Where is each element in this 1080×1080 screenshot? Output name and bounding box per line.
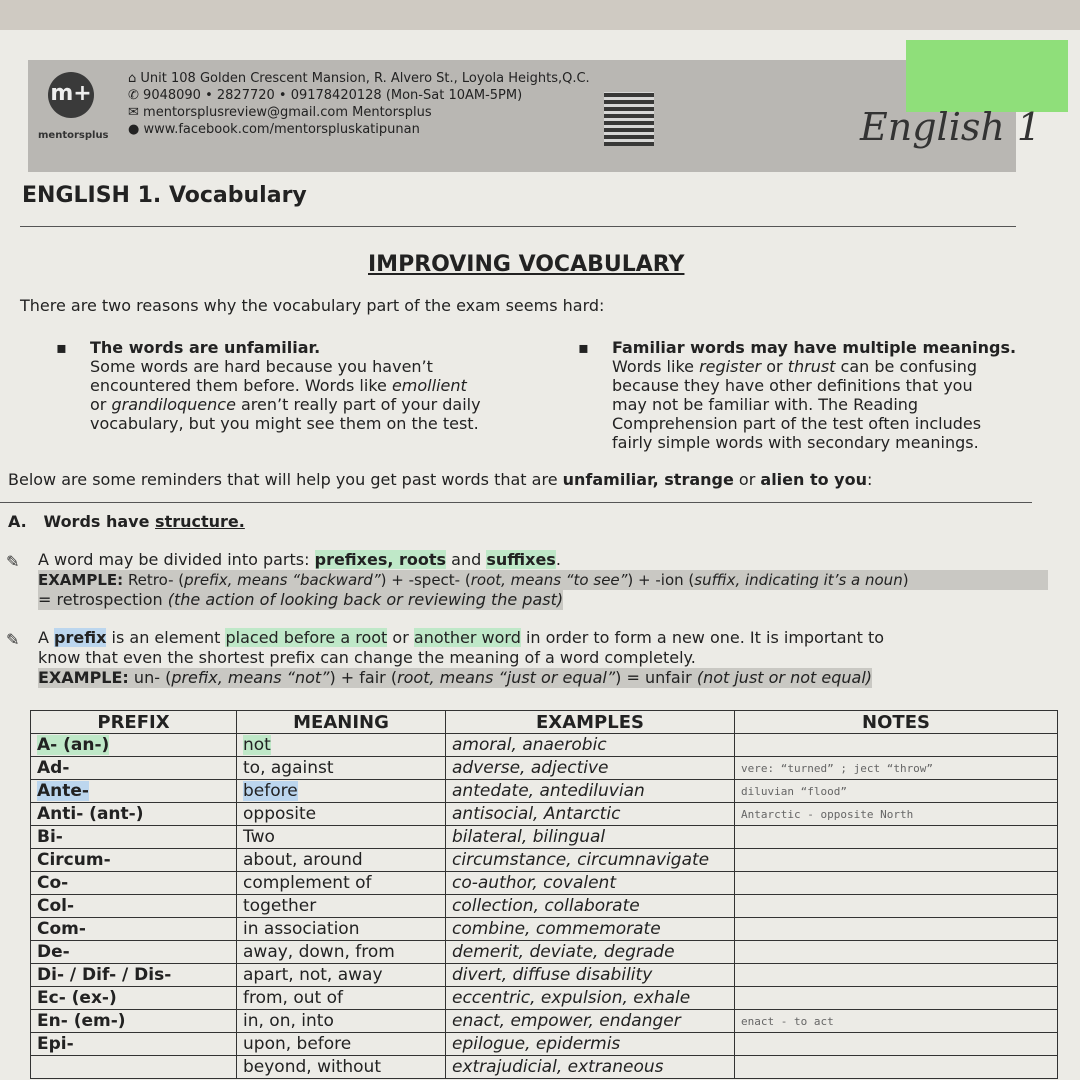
reminder-part: : bbox=[867, 470, 873, 489]
prefix-cell bbox=[31, 849, 237, 872]
reason-left-title: The words are unfamiliar. bbox=[90, 338, 321, 357]
meaning-cell-text: before bbox=[243, 780, 298, 801]
handwritten-tag: English 1 bbox=[860, 105, 1042, 149]
para-text: know that even the shortest prefix can change the meaning of a word completely. bbox=[38, 648, 696, 667]
meaning-cell bbox=[237, 895, 446, 918]
notes-cell-text: enact - to act bbox=[741, 1014, 834, 1028]
examples-cell-text: adverse, adjective bbox=[452, 757, 609, 778]
meaning-cell-text: away, down, from bbox=[243, 941, 395, 962]
prefix-cell-text: A- (an-) bbox=[37, 734, 110, 755]
example-text: ) = unfair bbox=[615, 668, 692, 687]
table-row bbox=[31, 895, 1058, 918]
example-text: = retrospection bbox=[38, 590, 163, 609]
meaning-cell bbox=[237, 1033, 446, 1056]
examples-cell-text: combine, commemorate bbox=[452, 918, 661, 939]
example-label: EXAMPLE: bbox=[38, 668, 129, 687]
prefix-cell bbox=[31, 1033, 237, 1056]
example-word: register bbox=[699, 357, 762, 376]
reminder-part: or bbox=[738, 470, 756, 489]
table-row bbox=[31, 1056, 1058, 1079]
notes-cell bbox=[735, 757, 1058, 780]
example-gloss: suffix, indicating it’s a noun bbox=[694, 571, 903, 589]
examples-cell-text: amoral, anaerobic bbox=[452, 734, 607, 755]
reason-left-line: Some words are hard because you haven’t bbox=[90, 357, 433, 376]
prefix-cell-text: Ad- bbox=[37, 757, 70, 778]
prefix-cell bbox=[31, 964, 237, 987]
meaning-cell bbox=[237, 849, 446, 872]
reason-left-line: encountered them before. Words like bbox=[90, 376, 387, 395]
reminder-bold: alien to you bbox=[760, 470, 867, 489]
example-text: ) bbox=[902, 571, 909, 589]
meaning-cell bbox=[237, 803, 446, 826]
prefix-cell bbox=[31, 872, 237, 895]
bullet-icon: ▪ bbox=[56, 338, 67, 357]
prefix-cell-text: Co- bbox=[37, 872, 69, 893]
logo bbox=[38, 70, 118, 158]
notes-cell bbox=[735, 1056, 1058, 1079]
contact-block bbox=[128, 70, 590, 138]
prefix-cell bbox=[31, 1010, 237, 1033]
section-underlined: structure. bbox=[155, 512, 245, 531]
notes-cell bbox=[735, 803, 1058, 826]
meaning-cell-text: beyond, without bbox=[243, 1056, 381, 1077]
example-text: ) + -spect- ( bbox=[380, 571, 471, 589]
prefix-cell-text: Ec- (ex-) bbox=[37, 987, 117, 1008]
examples-cell-text: co-author, covalent bbox=[452, 872, 616, 893]
notes-cell bbox=[735, 780, 1058, 803]
table-row bbox=[31, 1010, 1058, 1033]
reason-right-line: or bbox=[766, 357, 783, 376]
example-gloss: (the action of looking back or reviewing the past) bbox=[167, 590, 564, 609]
meaning-cell-text: to, against bbox=[243, 757, 334, 778]
meaning-cell bbox=[237, 757, 446, 780]
notes-cell bbox=[735, 734, 1058, 757]
example-text: ) + -ion ( bbox=[627, 571, 695, 589]
examples-cell-text: antisocial, Antarctic bbox=[452, 803, 621, 824]
notes-cell bbox=[735, 1033, 1058, 1056]
notes-cell bbox=[735, 872, 1058, 895]
example-gloss: root, means “to see” bbox=[470, 571, 628, 589]
reason-left-line: vocabulary, but you might see them on the test. bbox=[90, 414, 479, 433]
example-text: Retro- ( bbox=[127, 571, 185, 589]
meaning-cell bbox=[237, 872, 446, 895]
example-word: thrust bbox=[787, 357, 836, 376]
prefix-cell-text: Bi- bbox=[37, 826, 63, 847]
table-row bbox=[31, 964, 1058, 987]
meaning-cell bbox=[237, 918, 446, 941]
document-title: ENGLISH 1. Vocabulary bbox=[22, 183, 307, 208]
para-text: is an element bbox=[111, 628, 221, 647]
notes-cell bbox=[735, 826, 1058, 849]
table-row bbox=[31, 849, 1058, 872]
examples-cell bbox=[446, 1033, 735, 1056]
examples-cell bbox=[446, 757, 735, 780]
notes-cell bbox=[735, 941, 1058, 964]
highlight-phrase: another word bbox=[413, 628, 521, 647]
reason-right-title: Familiar words may have multiple meanings. bbox=[612, 338, 1017, 357]
logo-mark: m+ bbox=[48, 72, 94, 118]
reason-left-line: aren’t really part of your daily bbox=[241, 395, 481, 414]
title-divider bbox=[20, 226, 1016, 227]
examples-cell bbox=[446, 941, 735, 964]
examples-cell bbox=[446, 1056, 735, 1079]
prefix-cell bbox=[31, 734, 237, 757]
prefix-cell-text: Anti- (ant-) bbox=[37, 803, 144, 824]
paragraph-prefix bbox=[38, 628, 1038, 688]
prefix-cell bbox=[31, 918, 237, 941]
bullet-icon: ▪ bbox=[578, 338, 589, 357]
notes-cell-text: Antarctic - opposite North bbox=[741, 807, 914, 821]
notes-cell bbox=[735, 987, 1058, 1010]
paragraph-structure bbox=[38, 550, 1048, 610]
examples-cell bbox=[446, 826, 735, 849]
table-row bbox=[31, 757, 1058, 780]
examples-cell-text: enact, empower, endanger bbox=[452, 1010, 681, 1031]
reason-left bbox=[56, 338, 516, 433]
examples-cell-text: demerit, deviate, degrade bbox=[452, 941, 675, 962]
notes-cell bbox=[735, 895, 1058, 918]
meaning-cell bbox=[237, 941, 446, 964]
prefix-cell bbox=[31, 1056, 237, 1079]
reason-left-line: or bbox=[90, 395, 107, 414]
meaning-cell-text: about, around bbox=[243, 849, 363, 870]
highlight-term: suffixes bbox=[486, 550, 556, 569]
reason-right bbox=[578, 338, 1032, 452]
examples-cell bbox=[446, 780, 735, 803]
reason-right-line: Comprehension part of the test often includes bbox=[612, 414, 982, 433]
example-gloss: prefix, means “not” bbox=[171, 668, 330, 687]
phone-icon: ✆ bbox=[128, 88, 139, 103]
examples-cell bbox=[446, 987, 735, 1010]
email-social: mentorsplusreview@gmail.com Mentorsplus bbox=[143, 105, 432, 120]
examples-cell-text: circumstance, circumnavigate bbox=[452, 849, 710, 870]
pencil-icon: ✎ bbox=[6, 630, 20, 649]
reason-right-line: fairly simple words with secondary meanings. bbox=[612, 433, 979, 452]
reason-right-line: Words like bbox=[612, 357, 694, 376]
prefix-cell-text: Circum- bbox=[37, 849, 111, 870]
highlight-term: prefixes, roots bbox=[314, 550, 447, 569]
examples-cell-text: epilogue, epidermis bbox=[452, 1033, 621, 1054]
meaning-cell-text: together bbox=[243, 895, 317, 916]
meaning-cell-text: upon, before bbox=[243, 1033, 352, 1054]
meaning-cell-text: in, on, into bbox=[243, 1010, 334, 1031]
example-word: emollient bbox=[391, 376, 467, 395]
examples-cell-text: collection, collaborate bbox=[452, 895, 640, 916]
prefix-table bbox=[30, 710, 1058, 1079]
meaning-cell bbox=[237, 734, 446, 757]
section-label: A. bbox=[8, 512, 27, 531]
para-text: in order to form a new one. It is important to bbox=[525, 628, 885, 647]
para-text: A bbox=[38, 628, 49, 647]
examples-cell-text: bilateral, bilingual bbox=[452, 826, 606, 847]
home-icon: ⌂ bbox=[128, 71, 137, 86]
reminder-text bbox=[8, 470, 872, 489]
prefix-cell-text: Ante- bbox=[37, 780, 89, 801]
table-row bbox=[31, 826, 1058, 849]
pencil-icon: ✎ bbox=[6, 552, 20, 571]
example-word: grandiloquence bbox=[111, 395, 236, 414]
prefix-cell-text: Epi- bbox=[37, 1033, 74, 1054]
reason-right-line: may not be familiar with. The Reading bbox=[612, 395, 919, 414]
meaning-cell-text: in association bbox=[243, 918, 360, 939]
table-row bbox=[31, 1033, 1058, 1056]
example-text: ) + fair ( bbox=[329, 668, 398, 687]
reminder-bold: unfamiliar, strange bbox=[562, 470, 734, 489]
main-heading: IMPROVING VOCABULARY bbox=[368, 252, 685, 277]
meaning-cell-text: opposite bbox=[243, 803, 317, 824]
reminder-part: Below are some reminders that will help you get past words that are bbox=[8, 470, 558, 489]
prefix-cell bbox=[31, 895, 237, 918]
meaning-cell bbox=[237, 1056, 446, 1079]
example-gloss: prefix, means “backward” bbox=[184, 571, 381, 589]
table-row bbox=[31, 918, 1058, 941]
prefix-cell-text: Col- bbox=[37, 895, 75, 916]
para-text: and bbox=[451, 550, 482, 569]
examples-cell bbox=[446, 895, 735, 918]
meaning-cell-text: apart, not, away bbox=[243, 964, 383, 985]
reason-right-line: can be confusing bbox=[840, 357, 978, 376]
meaning-cell bbox=[237, 1010, 446, 1033]
table-row bbox=[31, 987, 1058, 1010]
table-header-row bbox=[31, 711, 1058, 734]
col-header-meaning: MEANING bbox=[237, 711, 446, 734]
notes-cell-text: vere: “turned” ; ject “throw” bbox=[741, 761, 934, 775]
meaning-cell bbox=[237, 780, 446, 803]
prefix-cell-text: De- bbox=[37, 941, 70, 962]
examples-cell bbox=[446, 803, 735, 826]
meaning-cell-text: Two bbox=[243, 826, 275, 847]
prefix-cell-text: En- (em-) bbox=[37, 1010, 126, 1031]
examples-cell bbox=[446, 964, 735, 987]
examples-cell-text: extrajudicial, extraneous bbox=[452, 1056, 664, 1077]
col-header-prefix: PREFIX bbox=[31, 711, 237, 734]
table-row bbox=[31, 734, 1058, 757]
address: Unit 108 Golden Crescent Mansion, R. Alvero St., Loyola Heights,Q.C. bbox=[140, 71, 590, 86]
prefix-cell bbox=[31, 757, 237, 780]
email-icon: ✉ bbox=[128, 105, 139, 120]
example-gloss: (not just or not equal) bbox=[696, 668, 873, 687]
highlight-phrase: placed before a root bbox=[225, 628, 388, 647]
reason-right-line: because they have other definitions that you bbox=[612, 376, 973, 395]
logo-name: mentorsplus bbox=[38, 130, 109, 141]
examples-cell-text: antedate, antediluvian bbox=[452, 780, 645, 801]
examples-cell bbox=[446, 734, 735, 757]
meaning-cell-text: complement of bbox=[243, 872, 372, 893]
examples-cell-text: eccentric, expulsion, exhale bbox=[452, 987, 691, 1008]
meaning-cell-text: not bbox=[243, 734, 271, 755]
col-header-notes: NOTES bbox=[735, 711, 1058, 734]
para-text: A word may be divided into parts: bbox=[38, 550, 310, 569]
col-header-examples: EXAMPLES bbox=[446, 711, 735, 734]
examples-cell bbox=[446, 1010, 735, 1033]
prefix-cell-text: Com- bbox=[37, 918, 86, 939]
notes-cell bbox=[735, 964, 1058, 987]
prefix-cell bbox=[31, 803, 237, 826]
qr-code-icon bbox=[604, 92, 654, 146]
reminder-divider bbox=[0, 502, 1032, 503]
meaning-cell bbox=[237, 987, 446, 1010]
examples-cell bbox=[446, 849, 735, 872]
meaning-cell bbox=[237, 964, 446, 987]
sticky-note bbox=[906, 40, 1068, 112]
prefix-cell bbox=[31, 987, 237, 1010]
example-gloss: root, means “just or equal” bbox=[397, 668, 616, 687]
intro-text: There are two reasons why the vocabulary part of the exam seems hard: bbox=[20, 296, 605, 315]
table-row bbox=[31, 780, 1058, 803]
examples-cell bbox=[446, 918, 735, 941]
prefix-cell bbox=[31, 941, 237, 964]
section-a-heading bbox=[8, 512, 245, 531]
facebook-icon: ● bbox=[128, 122, 140, 137]
highlight-term: prefix bbox=[54, 628, 107, 647]
para-text: . bbox=[555, 550, 561, 569]
section-text: Words have bbox=[43, 512, 150, 531]
table-row bbox=[31, 941, 1058, 964]
example-label: EXAMPLE: bbox=[38, 571, 124, 589]
example-text: un- ( bbox=[133, 668, 172, 687]
para-text: or bbox=[392, 628, 409, 647]
meaning-cell-text: from, out of bbox=[243, 987, 343, 1008]
table-row bbox=[31, 803, 1058, 826]
examples-cell bbox=[446, 872, 735, 895]
phone-numbers: 9048090 • 2827720 • 09178420128 (Mon-Sat 10AM-5PM) bbox=[143, 88, 523, 103]
table-row bbox=[31, 872, 1058, 895]
prefix-cell-text: Di- / Dif- / Dis- bbox=[37, 964, 172, 985]
meaning-cell bbox=[237, 826, 446, 849]
notes-cell-text: diluvian “flood” bbox=[741, 784, 847, 798]
facebook-url: www.facebook.com/mentorspluskatipunan bbox=[143, 122, 420, 137]
prefix-cell bbox=[31, 826, 237, 849]
notes-cell bbox=[735, 1010, 1058, 1033]
examples-cell-text: divert, diffuse disability bbox=[452, 964, 653, 985]
notes-cell bbox=[735, 918, 1058, 941]
prefix-cell bbox=[31, 780, 237, 803]
notes-cell bbox=[735, 849, 1058, 872]
